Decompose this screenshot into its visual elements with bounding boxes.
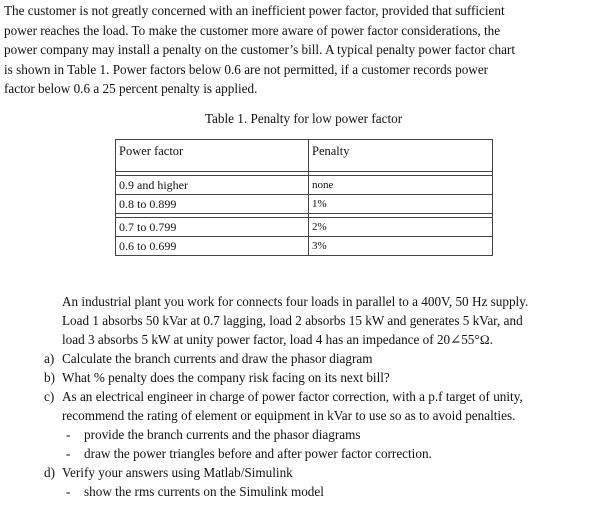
column-header-penalty: Penalty [309,140,493,172]
intro-line: is shown in Table 1. Power factors below 0.6 are not permitted, if a customer records power [4,61,489,77]
problem-line: Load 1 absorbs 50 kVar at 0.7 lagging, load 2 absorbs 15 kW and generates 5 kVar, and [62,313,523,328]
question-text: What % penalty does the company risk facing on its next bill? [62,370,390,385]
bullet-dash: - [66,484,71,499]
penalty-cell: 1% [309,195,493,214]
bullet-text: draw the power triangles before and after power factor correction. [84,446,432,461]
question-text: As an electrical engineer in charge of power factor correction, with a p.f target of unity, [62,389,523,404]
table-header-row [116,140,493,172]
table-row [116,176,493,195]
bullet-dash: - [66,446,71,461]
bullet-dash: - [66,427,71,442]
sub-bullet [0,444,607,463]
sub-bullet [0,482,607,501]
table-row [116,195,493,214]
column-header-power-factor: Power factor [116,140,309,172]
power-factor-cell: 0.6 to 0.699 [116,237,309,256]
bullet-text: show the rms currents on the Simulink model [84,484,324,499]
intro-line: The customer is not greatly concerned with an inefficient power factor, provided that sufficient [4,3,505,18]
problem-line: An industrial plant you work for connects four loads in parallel to a 400V, 50 Hz supply. [62,294,529,309]
question-text: Verify your answers using Matlab/Simulink [62,465,293,480]
penalty-cell: 3% [309,237,493,256]
question-c [0,387,582,425]
intro-line: factor below 0.6 a 25 percent penalty is applied. [4,81,258,96]
question-marker: d) [44,465,55,480]
power-factor-cell: 0.8 to 0.899 [116,195,309,214]
penalty-cell: 2% [309,218,493,237]
penalty-cell: none [309,176,493,195]
question-d [0,463,582,482]
question-text: Calculate the branch currents and draw the phasor diagram [62,351,373,366]
question-text: recommend the rating of element or equipment in kVar to use so as to avoid penalties. [62,408,516,423]
question-marker: c) [44,389,55,404]
problem-line: load 3 absorbs 5 kW at unity power factor, load 4 has an impedance of 20∠55°Ω. [62,332,494,347]
table-caption: Table 1. Penalty for low power factor [204,111,403,126]
power-factor-cell: 0.9 and higher [116,176,309,195]
sub-bullet [0,425,607,444]
question-a [0,349,582,368]
intro-line: power company may install a penalty on the customer’s bill. A typical penalty power factor chart [4,42,515,57]
penalty-table [115,139,493,256]
problem-paragraph [0,292,582,349]
intro-line: power reaches the load. To make the customer more aware of power factor considerations, the [4,22,501,38]
question-marker: a) [44,351,55,366]
problem-statement [0,292,607,501]
question-marker: b) [44,370,55,385]
power-factor-cell: 0.7 to 0.799 [116,218,309,237]
table-row [116,218,493,237]
table-row [116,237,493,256]
question-b [0,368,582,387]
intro-paragraph [4,1,600,99]
bullet-text: provide the branch currents and the phasor diagrams [84,427,361,442]
